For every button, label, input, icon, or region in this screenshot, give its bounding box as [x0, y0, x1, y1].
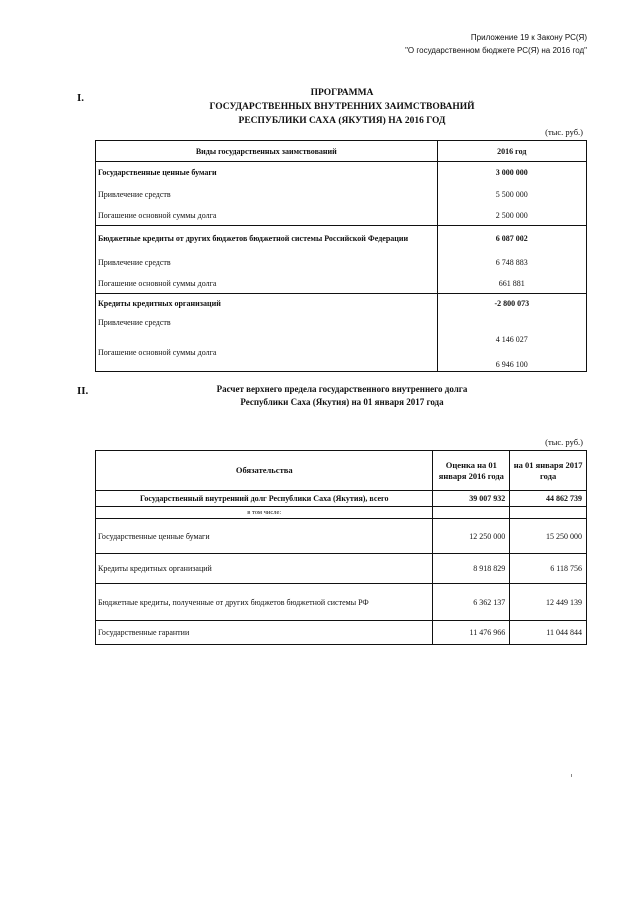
table-header-row [96, 451, 587, 491]
row-value-2017: 15 250 000 [510, 519, 587, 554]
total-value-2017: 44 862 739 [510, 491, 587, 507]
row-label: Государственные ценные бумаги [96, 162, 438, 184]
row-label: Погашение основной суммы долга [96, 206, 438, 226]
row-label: Бюджетные кредиты от других бюджетов бюджетной системы Российской Федерации [96, 226, 438, 252]
table-row [96, 184, 587, 206]
row-value: 4 146 027 [437, 314, 586, 346]
row-value: 661 881 [437, 274, 586, 294]
header-estimate-2016: Оценка на 01 января 2016 года [433, 451, 510, 491]
debt-limit-table [95, 450, 587, 645]
table-row [96, 226, 587, 252]
table-row [96, 519, 587, 554]
row-value: 5 500 000 [437, 184, 586, 206]
row-value: 6 748 883 [437, 252, 586, 274]
row-value: -2 800 073 [437, 294, 586, 314]
appendix-line-2: "О государственном бюджете РС(Я) на 2016 год" [405, 46, 587, 55]
table-row [96, 162, 587, 184]
row-value-2017: 11 044 844 [510, 621, 587, 645]
row-label: Погашение основной суммы долга [96, 346, 438, 372]
section-1-title [22, 86, 640, 128]
section-1-title-line-3: РЕСПУБЛИКИ САХА (ЯКУТИЯ) НА 2016 ГОД [238, 116, 446, 126]
table-row [96, 252, 587, 274]
row-label: Кредиты кредитных организаций [96, 554, 433, 584]
including-label: в том числе: [96, 507, 433, 519]
header-as-of-2017: на 01 января 2017 года [510, 451, 587, 491]
row-value-2016: 12 250 000 [433, 519, 510, 554]
row-label: Кредиты кредитных организаций [96, 294, 438, 314]
table-row [96, 314, 587, 346]
header-borrowing-types: Виды государственных заимствований [96, 141, 438, 162]
table-row [96, 294, 587, 314]
table-header-row [96, 141, 587, 162]
row-label: Погашение основной суммы долга [96, 274, 438, 294]
header-year-2016: 2016 год [437, 141, 586, 162]
table-row [96, 346, 587, 372]
row-value-2016: 11 476 966 [433, 621, 510, 645]
row-label: Привлечение средств [96, 184, 438, 206]
total-label: Государственный внутренний долг Республики Саха (Якутия), всего [96, 491, 433, 507]
row-label: Привлечение средств [96, 252, 438, 274]
row-label: Государственные ценные бумаги [96, 519, 433, 554]
row-label: Государственные гарантии [96, 621, 433, 645]
empty-cell [433, 507, 510, 519]
total-value-2016: 39 007 932 [433, 491, 510, 507]
section-2-title-line-2: Республики Саха (Якутия) на 01 января 2017 года [240, 397, 444, 407]
row-value: 6 946 100 [437, 346, 586, 372]
section-2-number: II. [77, 385, 89, 397]
table-row [96, 274, 587, 294]
row-value-2016: 8 918 829 [433, 554, 510, 584]
row-value-2017: 12 449 139 [510, 584, 587, 621]
row-label: Бюджетные кредиты, полученные от других бюджетов бюджетной системы РФ [96, 584, 433, 621]
appendix-line-1: Приложение 19 к Закону РС(Я) [470, 33, 587, 42]
row-value: 2 500 000 [437, 206, 586, 226]
table-row [96, 554, 587, 584]
section-1-number: I. [77, 92, 85, 104]
section-1-title-line-2: ГОСУДАРСТВЕННЫХ ВНУТРЕННИХ ЗАИМСТВОВАНИЙ [209, 102, 475, 112]
table-row [96, 206, 587, 226]
table-row-total [96, 491, 587, 507]
scan-mark [571, 774, 572, 777]
appendix-header [405, 31, 587, 57]
section-2-title [22, 383, 640, 409]
row-value-2017: 6 118 756 [510, 554, 587, 584]
table-row [96, 584, 587, 621]
row-value-2016: 6 362 137 [433, 584, 510, 621]
row-value: 6 087 002 [437, 226, 586, 252]
borrowing-program-table [95, 140, 587, 372]
section-1-unit: (тыс. руб.) [545, 127, 583, 137]
table-row [96, 621, 587, 645]
empty-cell [510, 507, 587, 519]
header-obligations: Обязательства [96, 451, 433, 491]
row-label: Привлечение средств [96, 314, 438, 346]
section-1-title-line-1: ПРОГРАММА [310, 88, 374, 98]
section-2-unit: (тыс. руб.) [545, 437, 583, 447]
row-value: 3 000 000 [437, 162, 586, 184]
table-row-including [96, 507, 587, 519]
section-2-title-line-1: Расчет верхнего предела государственного внутреннего долга [216, 384, 468, 394]
